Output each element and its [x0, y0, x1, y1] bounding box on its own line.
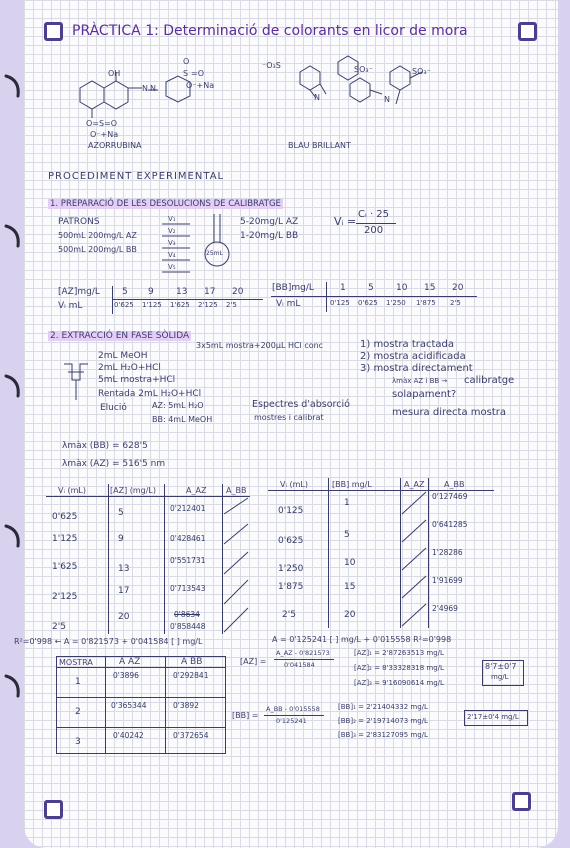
table-az-diagonals	[222, 496, 252, 636]
samples-header: A AZ	[119, 657, 141, 667]
flask-label: 25mL	[206, 250, 223, 257]
samples-hline	[57, 667, 225, 668]
table-bb-vol: 2'5	[282, 610, 296, 620]
section1-title-text: 1. PREPARACIÓ DE LES DESOLUCIONS DE CALIBRATGE	[50, 199, 281, 209]
results-az-num: A_AZ - 0'821573	[276, 649, 330, 657]
azo-oh: OH	[108, 69, 121, 78]
calib-bb-conc: 20	[452, 283, 464, 293]
table-bb-hline	[268, 490, 494, 491]
spe-calibratge: calibratge	[464, 375, 515, 386]
azo-n2: N	[150, 84, 156, 93]
results-bb-r1: [BB]₁ = 2'21404332 mg/L	[338, 703, 428, 711]
procediment-heading: PROCEDIMENT EXPERIMENTAL	[48, 171, 225, 182]
calib-az-conc: 13	[176, 287, 188, 297]
samples-row-2-aaz: 0'365344	[111, 701, 147, 710]
samples-row-1-id: 1	[75, 677, 81, 687]
spe-espectres: Espectres d'absorció	[252, 399, 350, 410]
spe-line-top: 3x5mL mostra+200μL HCl conc	[196, 341, 324, 350]
bb-n-right: N	[384, 95, 390, 104]
calib-az-conc: 17	[204, 287, 216, 297]
table-az-vol: 1'125	[52, 534, 78, 544]
samples-row-2-id: 2	[75, 707, 81, 717]
calib-az-vol: 2'125	[198, 301, 218, 309]
v5-label: V₅	[168, 263, 176, 271]
calib-bb-vol: 0'625	[358, 299, 378, 307]
spe-meoh: 2mL MeOH	[98, 351, 148, 361]
range-az: 5-20mg/L AZ	[240, 217, 299, 227]
table-bb-abb: 1'91699	[432, 576, 463, 585]
spe-elucio-bb: BB: 4mL MeOH	[152, 415, 213, 424]
table-az-aaz: 0'858448	[170, 622, 206, 631]
section2-title	[48, 332, 191, 341]
spe-solapament: solapament?	[392, 389, 457, 400]
results-bb-mean-box	[464, 710, 528, 726]
calib-az-divider	[113, 299, 263, 300]
calib-az-vol: 1'125	[142, 301, 162, 309]
table-az-header: [AZ] (mg/L)	[110, 486, 157, 495]
spe-elucio-az: AZ: 5mL H₂O	[152, 401, 204, 410]
formula-denominator: 200	[364, 225, 384, 236]
calib-az-vol: 0'625	[114, 301, 134, 309]
spe-mesura: mesura directa mostra	[392, 407, 506, 418]
results-bb-label: [BB] =	[232, 711, 259, 720]
calib-bb-h2: Vᵢ mL	[276, 299, 301, 309]
results-az-line	[274, 659, 334, 660]
table-bb-conc: 15	[344, 582, 356, 592]
spe-m3: 3) mostra directament	[360, 363, 473, 374]
table-az-header: A_AZ	[186, 486, 207, 495]
samples-vline	[105, 657, 106, 753]
calib-bb-vol: 2'5	[450, 299, 461, 307]
results-az-r2: [AZ]₂ = 8'33328318 mg/L	[354, 664, 444, 672]
calib-bb-conc: 15	[424, 283, 436, 293]
results-bb-r2: [BB]₂ = 2'19714073 mg/L	[338, 717, 428, 725]
azo-s-top: S	[183, 69, 189, 78]
table-bb-vol: 0'125	[278, 506, 304, 516]
azo-o-top: O	[183, 57, 190, 66]
table-az-vline	[108, 484, 109, 634]
samples-hline	[57, 697, 225, 698]
table-az-header: Vᵢ (mL)	[58, 486, 86, 495]
samples-header: MOSTRA	[59, 658, 93, 667]
samples-row-3-abb: 0'372654	[173, 731, 209, 740]
calib-bb-vol: 1'875	[416, 299, 436, 307]
azo-ona-bottom: O⁻+Na	[90, 130, 119, 139]
table-az-hline	[46, 496, 250, 497]
table-az-conc: 20	[118, 612, 130, 622]
spe-elucio: Elució	[100, 403, 127, 413]
calib-bb-conc: 1	[340, 283, 346, 293]
samples-table	[56, 656, 226, 754]
results-az-mean-box	[482, 660, 524, 686]
calib-az-conc: 5	[122, 287, 128, 297]
samples-row-3-aaz: 0'40242	[113, 731, 144, 740]
table-az-header: A_BB	[226, 486, 247, 495]
spe-mostres: mostres i calibrat	[254, 413, 324, 422]
corner-mark-bottom-right	[512, 792, 531, 811]
bb-so3-right: SO₃⁻	[412, 67, 431, 76]
table-bb-conc: 20	[344, 610, 356, 620]
results-az-mean: 8'7±0'7	[485, 662, 517, 671]
table-bb-header: A_BB	[444, 480, 465, 489]
table-bb-vol: 1'875	[278, 582, 304, 592]
samples-vline	[165, 657, 166, 753]
spe-m2: 2) mostra acidificada	[360, 351, 466, 362]
table-bb-abb: 2'4969	[432, 604, 458, 613]
flask-diagram	[150, 212, 210, 282]
v4-label: V₄	[168, 251, 176, 259]
table-bb	[268, 478, 494, 628]
calib-az-h1: [AZ]mg/L	[58, 287, 100, 297]
table-bb-conc: 1	[344, 498, 350, 508]
formula-numerator: Cᵢ · 25	[358, 209, 390, 220]
patron-bb: 500mL 200mg/L BB	[58, 245, 137, 254]
calib-az-h2: Vᵢ mL	[58, 301, 83, 311]
spe-cartridge	[58, 356, 98, 406]
azorubina-label: AZORRUBINA	[88, 141, 142, 150]
calib-bb-divider	[271, 296, 477, 297]
spe-lmax: λmàx AZ i BB →	[392, 377, 448, 385]
table-az-vline	[164, 484, 165, 634]
results-az-r3: [AZ]₃ = 9'16090614 mg/L	[354, 679, 444, 687]
table-az-conc: 5	[118, 508, 124, 518]
results-az-mean-unit: mg/L	[491, 673, 509, 681]
calib-bb-vol: 0'125	[330, 299, 350, 307]
calib-az-vol: 1'625	[170, 301, 190, 309]
section2-title-text: 2. EXTRACCIÓ EN FASE SÒLIDA	[50, 331, 190, 341]
results-bb-mean: 2'17±0'4 mg/L	[467, 713, 519, 721]
range-bb: 1-20mg/L BB	[240, 231, 299, 241]
table-bb-conc: 5	[344, 530, 350, 540]
samples-row-1-abb: 0'292841	[173, 671, 209, 680]
table-bb-abb: 0'127469	[432, 492, 468, 501]
table-az-vol: 1'625	[52, 562, 78, 572]
table-bb-vol: 0'625	[278, 536, 304, 546]
table-az-aaz-struck: 0'8634	[174, 610, 200, 619]
table-az-vol: 0'625	[52, 512, 78, 522]
results-bb-num: A_BB - 0'015558	[266, 705, 320, 713]
formula-vi: Vᵢ =	[334, 215, 357, 228]
spe-h2o: 2mL H₂O+HCl	[98, 363, 161, 373]
azo-ona-top: O⁻+Na	[186, 81, 215, 90]
table-az-vol: 2'125	[52, 592, 78, 602]
blau-brillant-label: BLAU BRILLANT	[288, 141, 351, 150]
table-az-aaz: 0'428461	[170, 534, 206, 543]
calib-bb-conc: 5	[368, 283, 374, 293]
v1-label: V₁	[168, 215, 176, 223]
table-az-vol: 2'5	[52, 622, 66, 632]
table-az-aaz: 0'551731	[170, 556, 206, 565]
patron-az: 500mL 200mg/L AZ	[58, 231, 137, 240]
results-bb-den: 0'125241	[276, 717, 307, 725]
page-title: PRÀCTICA 1: Determinació de colorants en licor de mora	[72, 23, 468, 39]
calib-az-vol: 2'5	[226, 301, 237, 309]
table-bb-header: A_AZ	[404, 480, 425, 489]
table-bb-abb: 0'641285	[432, 520, 468, 529]
samples-header: A BB	[181, 657, 203, 667]
regression-az: R²=0'998 ← A = 0'821573 + 0'041584 [ ] mg/L	[14, 637, 203, 646]
corner-mark-bottom-left	[44, 800, 63, 819]
samples-row-2-abb: 0'3892	[173, 701, 199, 710]
results-az-den: 0'041584	[284, 661, 315, 669]
section1-title	[48, 200, 283, 209]
table-bb-vol: 1'250	[278, 564, 304, 574]
azo-os-bottom: O=S=O	[86, 119, 118, 128]
bb-n-left: N	[314, 93, 320, 102]
calib-bb-conc: 10	[396, 283, 408, 293]
table-bb-diagonals	[400, 490, 430, 630]
spe-mostra: 5mL mostra+HCl	[98, 375, 176, 385]
results-bb-line	[264, 715, 324, 716]
corner-mark-top-left	[44, 22, 63, 41]
table-az-conc: 13	[118, 564, 130, 574]
spe-m1: 1) mostra tractada	[360, 339, 455, 350]
table-bb-vline	[328, 478, 329, 628]
results-az-r1: [AZ]₁ = 2'87263513 mg/L	[354, 649, 444, 657]
azo-o-right: =O	[191, 69, 204, 78]
calib-az-conc: 20	[232, 287, 244, 297]
formula-line	[356, 223, 396, 224]
table-bb-conc: 10	[344, 558, 356, 568]
v2-label: V₂	[168, 227, 176, 235]
v3-label: V₃	[168, 239, 176, 247]
table-bb-abb: 1'28286	[432, 548, 463, 557]
samples-hline	[57, 727, 225, 728]
table-az	[46, 484, 250, 634]
table-az-conc: 17	[118, 586, 130, 596]
azo-n1: N	[142, 84, 148, 93]
results-bb-r3: [BB]₃ = 2'83127095 mg/L	[338, 731, 428, 739]
patrons-label: PATRONS	[58, 217, 100, 227]
results-az-label: [AZ] =	[240, 657, 267, 666]
corner-mark-top-right	[518, 22, 537, 41]
table-bb-header: Vᵢ (mL)	[280, 480, 308, 489]
regression-bb: A = 0'125241 [ ] mg/L + 0'015558 R²=0'998	[272, 635, 452, 644]
table-az-aaz: 0'212401	[170, 504, 206, 513]
lambda-bb: λmàx (BB) = 628'5	[62, 441, 148, 451]
samples-row-1-aaz: 0'3896	[113, 671, 139, 680]
calib-bb-vol: 1'250	[386, 299, 406, 307]
bb-o3s: ⁻O₃S	[262, 61, 281, 70]
calib-bb-h1: [BB]mg/L	[272, 283, 314, 293]
samples-row-3-id: 3	[75, 737, 81, 747]
table-az-aaz: 0'713543	[170, 584, 206, 593]
bb-so3-mid: SO₃⁻	[354, 65, 373, 74]
calib-az-conc: 9	[148, 287, 154, 297]
lambda-az: λmàx (AZ) = 516'5 nm	[62, 459, 166, 469]
spe-rentada: Rentada 2mL H₂O+HCl	[98, 389, 202, 399]
table-bb-header: [BB] mg/L	[332, 480, 372, 489]
table-az-conc: 9	[118, 534, 124, 544]
